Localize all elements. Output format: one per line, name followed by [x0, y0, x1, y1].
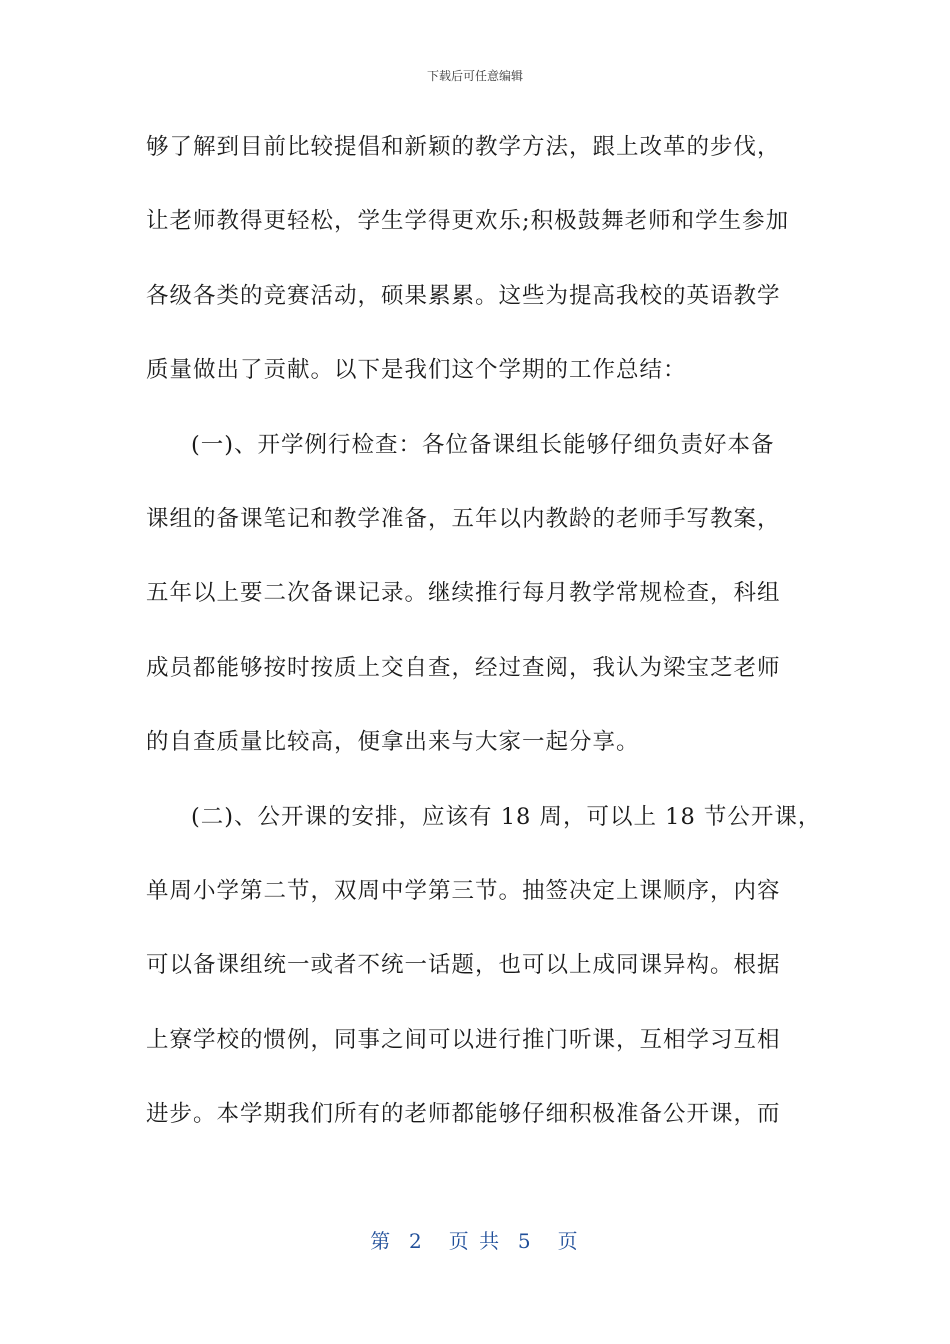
paragraph-line: (二)、公开课的安排，应该有 18 周，可以上 18 节公开课， — [191, 803, 822, 830]
paragraph-line: 够了解到目前比较提倡和新颖的教学方法，跟上改革的步伐， — [146, 134, 781, 160]
paragraph-line: 单周小学第二节，双周中学第三节。抽签决定上课顺序，内容 — [146, 877, 781, 904]
page-number: 第 2 页 共 5 页 — [370, 1229, 580, 1253]
paragraph-line: 质量做出了贡献。以下是我们这个学期的工作总结： — [146, 357, 687, 384]
paragraph-line: 各级各类的竞赛活动，硕果累累。这些为提高我校的英语教学 — [146, 282, 781, 309]
document-body — [146, 125, 822, 1166]
paragraph-line: 成员都能够按时按质上交自查，经过查阅，我认为梁宝芝老师 — [146, 654, 781, 681]
paragraph-line: 进步。本学期我们所有的老师都能够仔细积极准备公开课，而 — [146, 1101, 781, 1128]
paragraph-line: 课组的备课笔记和教学准备，五年以内教龄的老师手写教案， — [146, 505, 781, 532]
paragraph-line: 的自查质量比较高，便拿出来与大家一起分享。 — [146, 729, 640, 756]
paragraph-line: 让老师教得更轻松，学生学得更欢乐;积极鼓舞老师和学生参加 — [146, 208, 790, 235]
paragraph-line: 五年以上要二次备课记录。继续推行每月教学常规检查，科组 — [146, 580, 781, 607]
paragraph-line: 上寮学校的惯例，同事之间可以进行推门听课，互相学习互相 — [146, 1026, 781, 1053]
paragraph-line: 可以备课组统一或者不统一话题，也可以上成同课异构。根据 — [146, 952, 781, 979]
header-note: 下载后可任意编辑 — [426, 69, 523, 83]
paragraph-line: (一)、开学例行检查：各位备课组长能够仔细负责好本备 — [191, 431, 775, 458]
